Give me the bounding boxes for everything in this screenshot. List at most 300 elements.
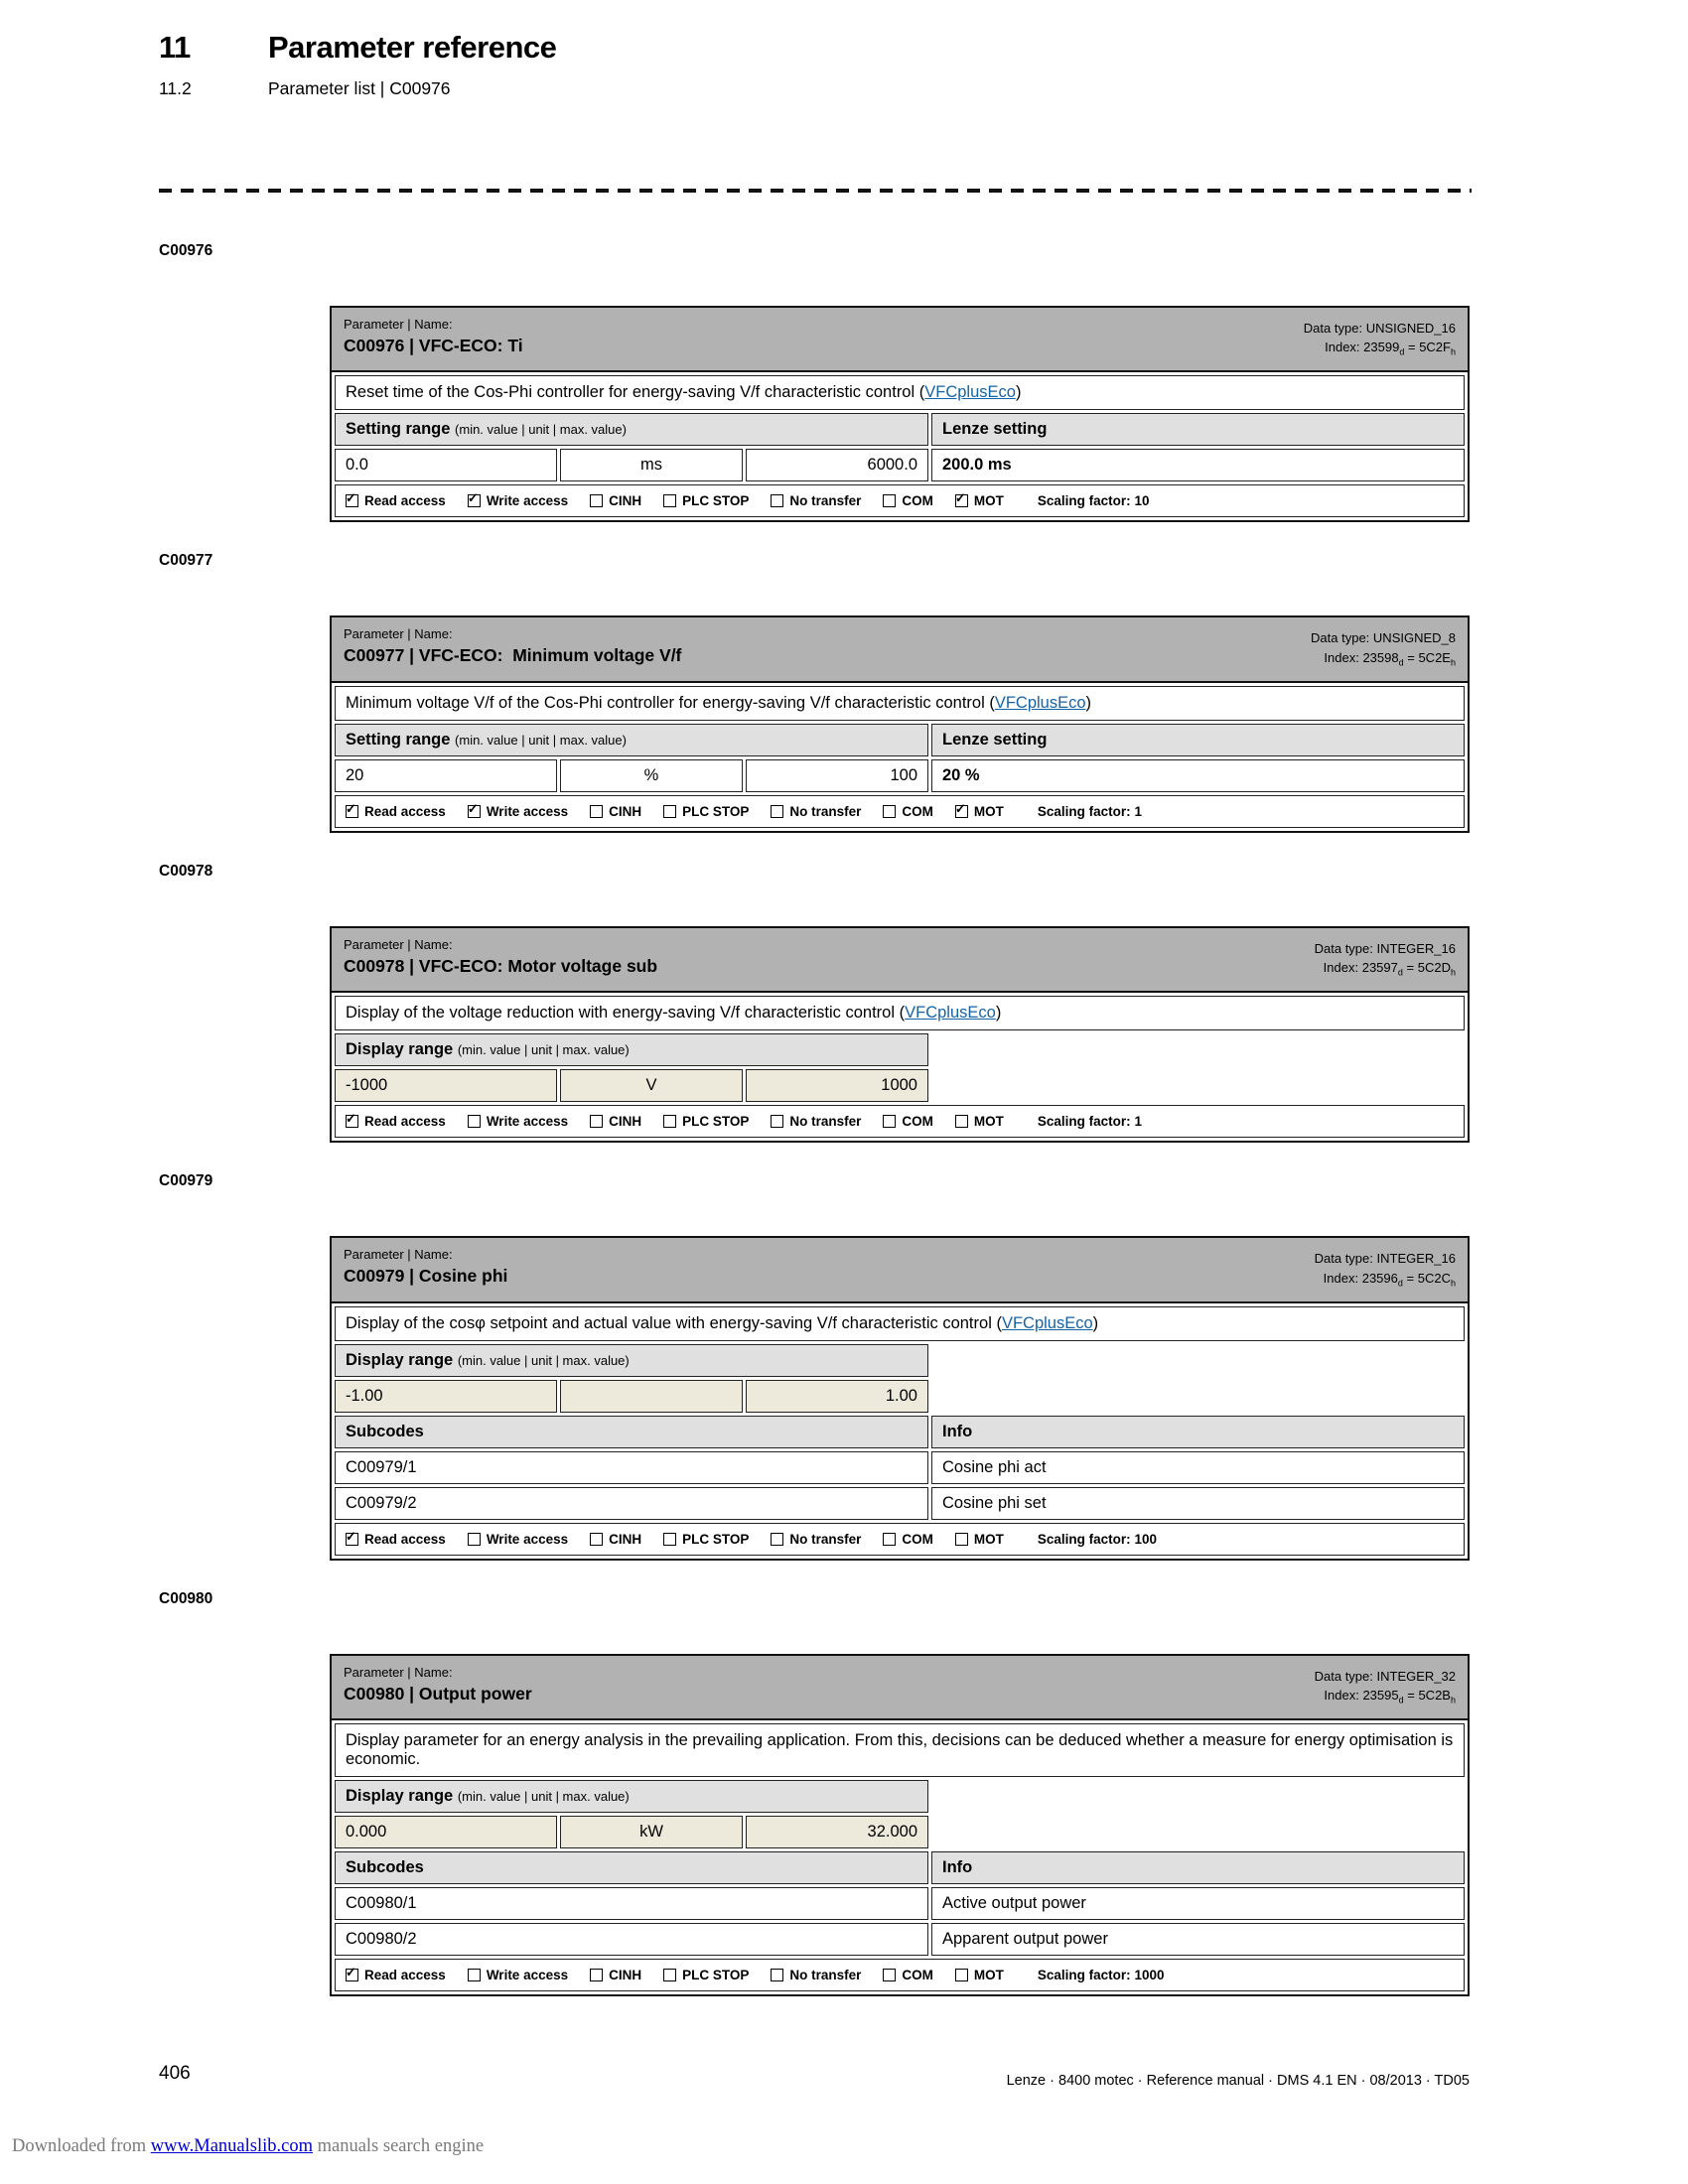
- access-item: [883, 1968, 933, 1982]
- access-label: PLC STOP: [682, 1531, 750, 1547]
- data-type-line: [1315, 939, 1456, 959]
- hex-subscript: h: [1450, 1695, 1456, 1706]
- checkbox-icon: [346, 805, 358, 818]
- access-item: [771, 1532, 861, 1547]
- access-item: [590, 804, 641, 819]
- description-close: ): [1092, 1313, 1099, 1332]
- table-header-left: [344, 317, 523, 360]
- access-label: CINH: [609, 493, 642, 509]
- scaling-value: 1: [1134, 1114, 1142, 1130]
- param-name-label: Parameter | Name:: [344, 626, 453, 642]
- subcode-info: Cosine phi set: [931, 1487, 1465, 1520]
- chapter-title: Parameter reference: [268, 30, 557, 65]
- access-label: COM: [902, 493, 933, 509]
- param-anchor: C00976: [159, 241, 213, 259]
- access-item: [883, 1114, 933, 1129]
- access-item: [771, 493, 861, 508]
- access-label: Write access: [486, 1968, 569, 1983]
- checkbox-icon: [590, 805, 603, 818]
- checkbox-icon: [955, 1533, 968, 1546]
- max-value: 32.000: [746, 1816, 928, 1848]
- dec-subscript: d: [1397, 1278, 1403, 1289]
- access-label: Write access: [486, 493, 569, 509]
- param-title: C00978 | VFC-ECO: Motor voltage sub: [344, 955, 658, 976]
- param-name-label: Parameter | Name:: [344, 1664, 453, 1680]
- scaling-value: 10: [1134, 493, 1150, 509]
- table-header: [332, 1656, 1468, 1721]
- subcode-info: Active output power: [931, 1887, 1465, 1920]
- access-label: COM: [902, 1114, 933, 1130]
- index-dec: 23596: [1361, 1270, 1398, 1286]
- equals-sign: =: [1406, 960, 1415, 976]
- checkbox-icon: [663, 1533, 676, 1546]
- access-item: [468, 804, 568, 819]
- checkbox-icon: [468, 1533, 481, 1546]
- description-row: [335, 375, 1465, 410]
- info-header: [931, 1416, 1465, 1448]
- data-type-line: [1315, 1667, 1456, 1687]
- checkbox-icon: [346, 494, 358, 507]
- index-hex: 5C2D: [1417, 960, 1451, 976]
- data-type-line: [1311, 628, 1456, 648]
- table-header: [332, 1238, 1468, 1303]
- data-type-line: [1304, 319, 1456, 339]
- description-close: ): [1015, 383, 1022, 402]
- hex-subscript: h: [1450, 967, 1456, 978]
- page-number: 406: [159, 2063, 191, 2084]
- access-item: [663, 493, 749, 508]
- param-section-c00976: [159, 242, 1472, 523]
- description-text: Display parameter for an energy analysis in the prevailing application. From this, decisions can be deduced whether a measure for energy optimisation is economic.: [346, 1731, 1454, 1769]
- description-row: [335, 1306, 1465, 1341]
- min-value: -1000: [335, 1069, 557, 1102]
- checkbox-icon: [468, 1115, 481, 1128]
- access-item: [590, 493, 641, 508]
- section-number: 11.2: [159, 78, 192, 98]
- checkbox-icon: [883, 494, 896, 507]
- hex-subscript: h: [1450, 1278, 1456, 1289]
- access-label: PLC STOP: [682, 493, 750, 509]
- data-type-label: Data type:: [1314, 1668, 1373, 1684]
- unit-value: kW: [560, 1816, 743, 1848]
- scaling-label: Scaling factor:: [1037, 1968, 1131, 1983]
- data-type-line: [1315, 1249, 1456, 1269]
- scaling-factor: [1038, 493, 1150, 508]
- index-hex: 5C2F: [1419, 340, 1451, 354]
- dec-subscript: d: [1398, 1695, 1404, 1706]
- watermark-suffix: manuals search engine: [312, 2136, 485, 2156]
- access-item: [346, 493, 446, 508]
- scaling-label: Scaling factor:: [1037, 493, 1131, 509]
- access-label: Read access: [364, 1531, 446, 1547]
- setting-range-label: Setting range: [346, 420, 451, 439]
- scaling-label: Scaling factor:: [1037, 1114, 1131, 1130]
- min-value: 20: [335, 759, 557, 792]
- values-row: [335, 449, 1465, 481]
- vfcpluseco-link[interactable]: VFCplusEco: [905, 1004, 996, 1023]
- access-item: [468, 493, 568, 508]
- subcode-code: C00980/1: [335, 1887, 928, 1920]
- checkbox-icon: [883, 1969, 896, 1981]
- watermark-prefix: Downloaded from: [12, 2136, 151, 2156]
- checkbox-icon: [883, 1115, 896, 1128]
- scaling-factor: [1038, 1532, 1157, 1547]
- checkbox-icon: [663, 1969, 676, 1981]
- checkbox-icon: [771, 494, 783, 507]
- range-header-row: [335, 1344, 1465, 1377]
- param-title: C00977 | VFC-ECO: Minimum voltage V/f: [344, 645, 682, 666]
- subcode-code: C00980/2: [335, 1923, 928, 1956]
- subcode-row: [335, 1451, 1465, 1484]
- checkbox-icon: [771, 1533, 783, 1546]
- lenze-setting-value: 200.0 ms: [931, 449, 1465, 481]
- checkbox-icon: [955, 805, 968, 818]
- description-row: [335, 686, 1465, 721]
- data-type-label: Data type:: [1311, 630, 1370, 646]
- subcodes-header-row: [335, 1416, 1465, 1448]
- access-item: [468, 1114, 568, 1129]
- checkbox-icon: [663, 1115, 676, 1128]
- description-text: Display of the voltage reduction with energy-saving V/f characteristic control (: [346, 1004, 906, 1023]
- access-item: [346, 1532, 446, 1547]
- access-item: [590, 1114, 641, 1129]
- range-hint: (min. value | unit | max. value): [455, 422, 627, 438]
- checkbox-icon: [955, 494, 968, 507]
- data-type-value: INTEGER_32: [1376, 1668, 1456, 1684]
- table-header-right: [1315, 1247, 1456, 1291]
- subcodes-header: [335, 1416, 928, 1448]
- access-item: [590, 1532, 641, 1547]
- index-label: Index:: [1323, 1270, 1359, 1286]
- vfcpluseco-link[interactable]: VFCplusEco: [1001, 1313, 1093, 1332]
- subcode-row: [335, 1487, 1465, 1520]
- param-section-c00979: [159, 1172, 1472, 1561]
- index-line: [1315, 958, 1456, 980]
- page-content: [159, 30, 1472, 1996]
- hex-subscript: h: [1450, 346, 1456, 357]
- access-label: CINH: [609, 1531, 642, 1547]
- param-title: C00979 | Cosine phi: [344, 1266, 508, 1287]
- access-label: Write access: [486, 1114, 569, 1130]
- checkbox-icon: [468, 805, 481, 818]
- table-header-right: [1311, 626, 1456, 670]
- dec-subscript: d: [1397, 967, 1403, 978]
- footer-text: Lenze · 8400 motec · Reference manual · DMS 4.1 EN · 08/2013 · TD05: [1006, 2073, 1470, 2089]
- max-value: 1.00: [746, 1380, 928, 1413]
- display-range-header: [335, 1033, 928, 1066]
- scaling-label: Scaling factor:: [1037, 1531, 1131, 1547]
- access-item: [663, 804, 749, 819]
- unit-value: ms: [560, 449, 743, 481]
- unit-value: [560, 1380, 743, 1413]
- range-header-row: [335, 413, 1465, 446]
- index-label: Index:: [1323, 960, 1359, 976]
- access-item: [955, 493, 1004, 508]
- description-close: ): [1085, 693, 1092, 712]
- param-section-c00978: [159, 863, 1472, 1144]
- checkbox-icon: [590, 1115, 603, 1128]
- access-label: No transfer: [789, 1531, 862, 1547]
- range-hint: (min. value | unit | max. value): [455, 732, 627, 748]
- data-type-value: INTEGER_16: [1376, 1251, 1456, 1267]
- description-text: Reset time of the Cos-Phi controller for energy-saving V/f characteristic control (: [346, 383, 925, 402]
- access-item: [883, 1532, 933, 1547]
- param-table: [330, 615, 1470, 833]
- checkbox-icon: [883, 1533, 896, 1546]
- data-type-value: UNSIGNED_16: [1365, 320, 1456, 336]
- param-title: C00980 | Output power: [344, 1683, 532, 1704]
- scaling-factor: [1038, 1114, 1142, 1129]
- watermark: [12, 2136, 484, 2157]
- index-dec: 23595: [1362, 1688, 1399, 1704]
- access-label: MOT: [973, 803, 1004, 819]
- chapter-heading: [159, 30, 1472, 66]
- checkbox-icon: [771, 805, 783, 818]
- display-range-header: [335, 1344, 928, 1377]
- checkbox-icon: [346, 1533, 358, 1546]
- equals-sign: =: [1406, 1270, 1415, 1286]
- checkbox-icon: [663, 805, 676, 818]
- description-row: [335, 1723, 1465, 1777]
- display-range-label: Display range: [346, 1350, 454, 1369]
- checkbox-icon: [590, 494, 603, 507]
- table-header-left: [344, 937, 657, 981]
- access-label: Read access: [364, 493, 446, 509]
- access-row: [335, 484, 1465, 517]
- lenze-setting-header: Lenze setting: [931, 724, 1465, 756]
- index-label: Index:: [1325, 340, 1360, 354]
- info-label: Info: [942, 1858, 973, 1877]
- access-label: No transfer: [789, 1114, 862, 1130]
- subcode-info: Cosine phi act: [931, 1451, 1465, 1484]
- unit-value: %: [560, 759, 743, 792]
- values-row: [335, 759, 1465, 792]
- scaling-factor: [1038, 804, 1142, 819]
- data-type-value: UNSIGNED_8: [1372, 630, 1456, 646]
- display-range-label: Display range: [346, 1787, 454, 1806]
- param-name-label: Parameter | Name:: [344, 316, 453, 332]
- table-header-left: [344, 1247, 507, 1291]
- min-value: -1.00: [335, 1380, 557, 1413]
- index-line: [1315, 1686, 1456, 1707]
- index-hex: 5C2C: [1417, 1270, 1451, 1286]
- range-header-row: [335, 724, 1465, 756]
- access-label: No transfer: [789, 803, 862, 819]
- index-label: Index:: [1324, 649, 1359, 665]
- access-label: Write access: [486, 1531, 569, 1547]
- manualslib-link[interactable]: www.Manualslib.com: [150, 2136, 313, 2156]
- min-value: 0.0: [335, 449, 557, 481]
- checkbox-icon: [468, 494, 481, 507]
- index-hex: 5C2B: [1418, 1688, 1451, 1704]
- access-item: [955, 1532, 1004, 1547]
- display-range-header: [335, 1780, 928, 1813]
- index-line: [1304, 338, 1456, 359]
- access-label: MOT: [973, 493, 1004, 509]
- checkbox-icon: [590, 1969, 603, 1981]
- range-hint: (min. value | unit | max. value): [457, 1789, 630, 1805]
- dec-subscript: d: [1398, 657, 1404, 668]
- access-row: [335, 795, 1465, 828]
- access-item: [346, 1114, 446, 1129]
- description-text: Minimum voltage V/f of the Cos-Phi controller for energy-saving V/f characteristic control (: [346, 693, 995, 712]
- access-row: [335, 1105, 1465, 1138]
- description-close: ): [995, 1004, 1002, 1023]
- access-label: Read access: [364, 1114, 446, 1130]
- param-table: [330, 1654, 1470, 1997]
- lenze-setting-value: 20 %: [931, 759, 1465, 792]
- checkbox-icon: [883, 805, 896, 818]
- values-row: [335, 1380, 1465, 1413]
- range-hint: (min. value | unit | max. value): [457, 1042, 630, 1058]
- checkbox-icon: [771, 1115, 783, 1128]
- info-header: [931, 1851, 1465, 1884]
- param-section-c00980: [159, 1590, 1472, 1997]
- subcodes-header-row: [335, 1851, 1465, 1884]
- access-item: [468, 1968, 568, 1982]
- setting-range-label: Setting range: [346, 730, 451, 749]
- table-header-right: [1315, 937, 1456, 981]
- access-item: [771, 1968, 861, 1982]
- scaling-value: 1000: [1134, 1968, 1165, 1983]
- param-anchor: C00980: [159, 1589, 213, 1607]
- access-label: PLC STOP: [682, 1968, 750, 1983]
- access-label: CINH: [609, 1968, 642, 1983]
- access-label: COM: [902, 1531, 933, 1547]
- scaling-label: Scaling factor:: [1037, 803, 1131, 819]
- access-label: MOT: [973, 1114, 1004, 1130]
- access-label: CINH: [609, 803, 642, 819]
- range-header-row: [335, 1780, 1465, 1813]
- access-label: COM: [902, 1968, 933, 1983]
- access-label: PLC STOP: [682, 803, 750, 819]
- breadcrumb: Parameter list | C00976: [268, 78, 451, 98]
- access-label: COM: [902, 803, 933, 819]
- subcodes-label: Subcodes: [346, 1422, 424, 1440]
- table-header: [332, 308, 1468, 373]
- description-row: [335, 996, 1465, 1030]
- access-label: Write access: [486, 803, 569, 819]
- index-hex: 5C2E: [1418, 649, 1451, 665]
- access-item: [346, 1968, 446, 1982]
- max-value: 6000.0: [746, 449, 928, 481]
- subcode-info: Apparent output power: [931, 1923, 1465, 1956]
- access-item: [955, 804, 1004, 819]
- table-header-left: [344, 1665, 532, 1708]
- unit-value: V: [560, 1069, 743, 1102]
- access-item: [955, 1968, 1004, 1982]
- param-title: C00976 | VFC-ECO: Ti: [344, 335, 523, 355]
- table-header: [332, 617, 1468, 683]
- subcode-row: [335, 1887, 1465, 1920]
- description-text: Display of the cosφ setpoint and actual value with energy-saving V/f characteristic control (: [346, 1313, 1002, 1332]
- max-value: 1000: [746, 1069, 928, 1102]
- max-value: 100: [746, 759, 928, 792]
- range-hint: (min. value | unit | max. value): [457, 1352, 630, 1368]
- lenze-setting-header: Lenze setting: [931, 413, 1465, 446]
- access-item: [883, 493, 933, 508]
- setting-range-header: [335, 724, 928, 756]
- checkbox-icon: [346, 1115, 358, 1128]
- min-value: 0.000: [335, 1816, 557, 1848]
- param-table: [330, 926, 1470, 1144]
- access-label: PLC STOP: [682, 1114, 750, 1130]
- scaling-value: 1: [1134, 803, 1142, 819]
- index-label: Index:: [1324, 1688, 1359, 1704]
- param-name-label: Parameter | Name:: [344, 1247, 453, 1263]
- access-item: [663, 1968, 749, 1982]
- access-item: [955, 1114, 1004, 1129]
- access-item: [346, 804, 446, 819]
- param-anchor: C00979: [159, 1172, 213, 1190]
- index-dec: 23598: [1362, 649, 1399, 665]
- equals-sign: =: [1407, 1688, 1415, 1704]
- index-dec: 23597: [1361, 960, 1398, 976]
- checkbox-icon: [663, 494, 676, 507]
- values-row: [335, 1816, 1465, 1848]
- vfcpluseco-link[interactable]: VFCplusEco: [924, 383, 1016, 402]
- scaling-factor: [1038, 1968, 1165, 1982]
- display-range-label: Display range: [346, 1040, 454, 1059]
- checkbox-icon: [955, 1115, 968, 1128]
- param-section-c00977: [159, 552, 1472, 833]
- access-item: [883, 804, 933, 819]
- data-type-label: Data type:: [1314, 1251, 1373, 1267]
- param-table: [330, 1236, 1470, 1561]
- data-type-label: Data type:: [1314, 940, 1373, 956]
- param-name-label: Parameter | Name:: [344, 936, 453, 952]
- dashed-divider: [159, 189, 1472, 193]
- access-label: CINH: [609, 1114, 642, 1130]
- param-anchor: C00978: [159, 862, 213, 880]
- equals-sign: =: [1407, 649, 1415, 665]
- checkbox-icon: [771, 1969, 783, 1981]
- access-label: Read access: [364, 803, 446, 819]
- index-dec: 23599: [1363, 340, 1400, 354]
- access-row: [335, 1959, 1465, 1991]
- equals-sign: =: [1407, 340, 1416, 354]
- access-item: [663, 1114, 749, 1129]
- subcode-code: C00979/2: [335, 1487, 928, 1520]
- checkbox-icon: [468, 1969, 481, 1981]
- param-table: [330, 306, 1470, 523]
- data-type-label: Data type:: [1303, 320, 1363, 336]
- range-header-row: [335, 1033, 1465, 1066]
- table-header-right: [1304, 317, 1456, 360]
- index-line: [1315, 1269, 1456, 1291]
- setting-range-header: [335, 413, 928, 446]
- values-row: [335, 1069, 1465, 1102]
- access-label: MOT: [973, 1968, 1004, 1983]
- checkbox-icon: [346, 1969, 358, 1981]
- checkbox-icon: [955, 1969, 968, 1981]
- access-item: [663, 1532, 749, 1547]
- scaling-value: 100: [1134, 1531, 1157, 1547]
- info-label: Info: [942, 1422, 973, 1440]
- dec-subscript: d: [1399, 346, 1405, 357]
- table-header-left: [344, 626, 681, 670]
- access-item: [771, 1114, 861, 1129]
- hex-subscript: h: [1450, 657, 1456, 668]
- param-anchor: C00977: [159, 552, 213, 570]
- access-item: [771, 804, 861, 819]
- access-label: Read access: [364, 1968, 446, 1983]
- subcodes-header: [335, 1851, 928, 1884]
- subcode-row: [335, 1923, 1465, 1956]
- access-row: [335, 1523, 1465, 1556]
- vfcpluseco-link[interactable]: VFCplusEco: [994, 693, 1086, 712]
- access-label: No transfer: [789, 1968, 862, 1983]
